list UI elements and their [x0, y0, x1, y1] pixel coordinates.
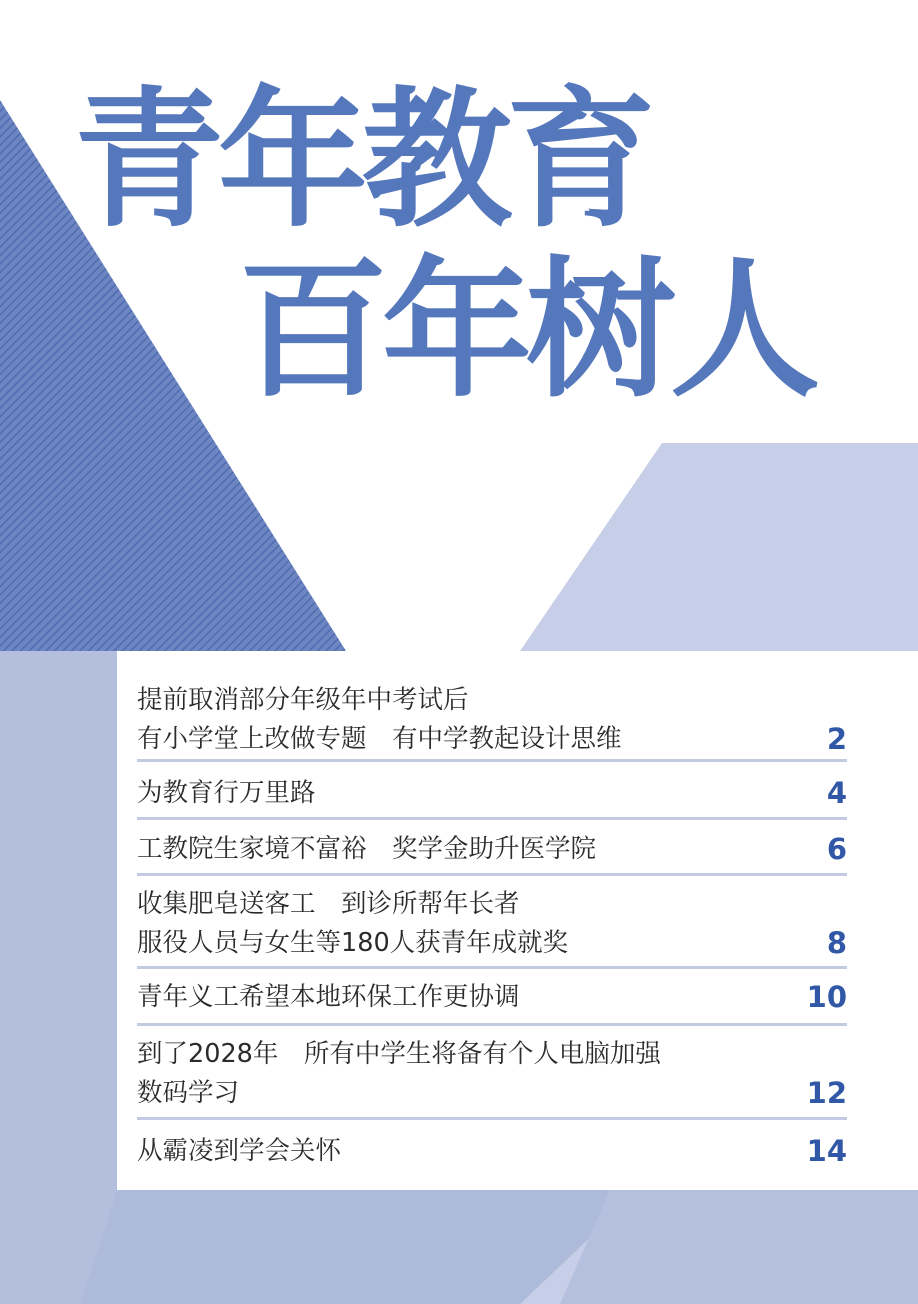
toc-page-number: 6 [826, 832, 847, 866]
cover-title-line-2: 百年树人 [238, 244, 815, 418]
toc-divider [137, 873, 847, 876]
toc-page-number: 10 [806, 980, 847, 1014]
toc-item-title [137, 830, 847, 869]
toc-divider [137, 759, 847, 762]
toc-item-title-line: 青年义工希望本地环保工作更协调 [137, 982, 520, 1012]
toc-page-number: 8 [826, 926, 847, 960]
toc-item[interactable] [137, 830, 847, 869]
toc-item-title [137, 774, 847, 813]
toc-item[interactable] [137, 1035, 847, 1113]
toc-item-title-line: 有小学堂上改做专题 有中学教起设计思维 [137, 724, 622, 754]
toc-item[interactable] [137, 681, 847, 759]
toc-item-title-line: 到了2028年 所有中学生将备有个人电脑加强 [137, 1039, 661, 1069]
toc-page-number: 4 [826, 776, 847, 810]
toc-item[interactable] [137, 885, 847, 963]
toc-divider [137, 966, 847, 969]
toc-page-number: 12 [806, 1076, 847, 1110]
toc-page-number: 2 [826, 722, 847, 756]
toc-item-title [137, 978, 847, 1017]
cover-title-line-1: 青年教育 [74, 74, 651, 248]
toc-item-title-line: 从霸凌到学会关怀 [137, 1136, 342, 1166]
toc-item[interactable] [137, 1132, 847, 1171]
toc-item-title [137, 681, 847, 759]
toc-item-title-line: 服役人员与女生等180人获青年成就奖 [137, 928, 569, 958]
table-of-contents [117, 651, 918, 1190]
toc-item-title-line: 工教院生家境不富裕 奖学金助升医学院 [137, 834, 597, 864]
toc-item-title [137, 1035, 847, 1113]
toc-item-title-line: 收集肥皂送客工 到诊所帮年长者 [137, 889, 520, 919]
toc-item-title-line: 数码学习 [137, 1078, 240, 1108]
toc-item-title-line: 为教育行万里路 [137, 778, 316, 808]
toc-item-title [137, 885, 847, 963]
toc-divider [137, 817, 847, 820]
toc-item[interactable] [137, 978, 847, 1017]
pale-parallelogram [520, 443, 918, 651]
toc-item-title-line: 提前取消部分年级年中考试后 [137, 685, 469, 715]
toc-item[interactable] [137, 774, 847, 813]
toc-page-number: 14 [806, 1134, 847, 1168]
toc-divider [137, 1117, 847, 1120]
toc-item-title [137, 1132, 847, 1171]
light-blue-left-shape [0, 651, 117, 1304]
light-blue-right-shape [560, 1190, 918, 1304]
toc-divider [137, 1023, 847, 1026]
